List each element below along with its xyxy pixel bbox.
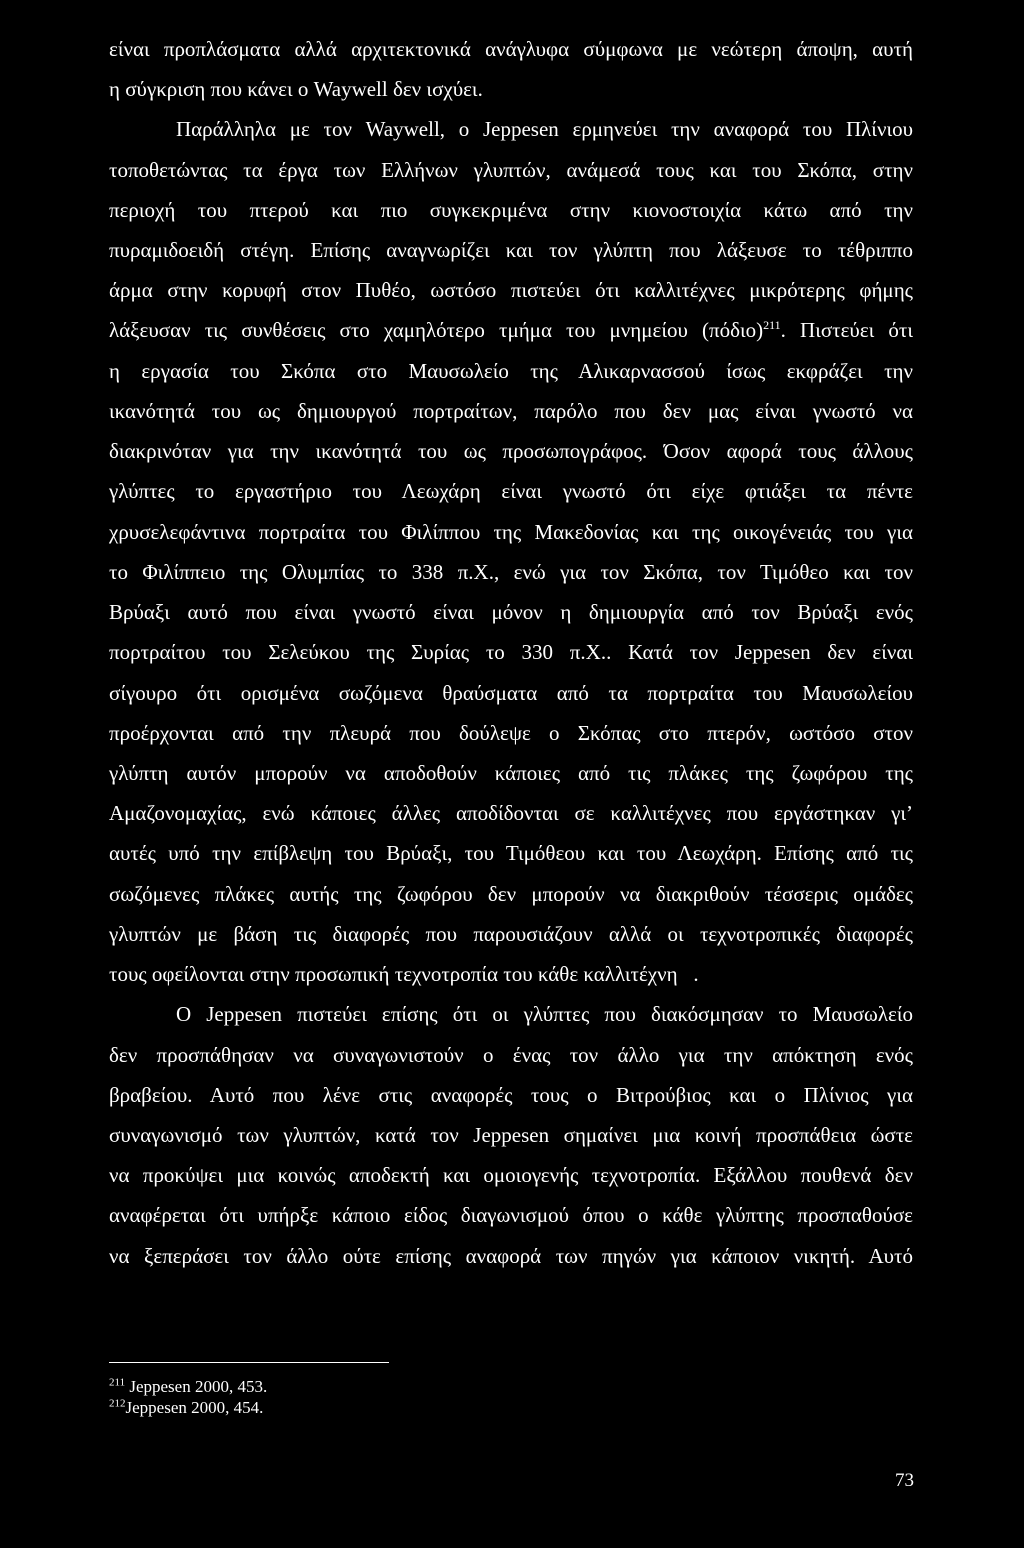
- text-line: γλυπτών με βάση τις διαφορές που παρουσιάζουν αλλά οι τεχνοτροπικές διαφορές: [109, 922, 913, 946]
- text-line: άρμα στην κορυφή στον Πυθέο, ωστόσο πιστεύει ότι καλλιτέχνες μικρότερης φήμης: [109, 278, 913, 302]
- text-line: ικανότητά του ως δημιουργού πορτραίτων, παρόλο που δεν μας είναι γνωστό να: [109, 399, 913, 423]
- text-line: συναγωνισμό των γλυπτών, κατά τον Jeppesen σημαίνει μια κοινή προσπάθεια ώστε: [109, 1123, 913, 1147]
- text-line: να ξεπεράσει τον άλλο ούτε επίσης αναφορά των πηγών για κάποιον νικητή. Αυτό: [109, 1244, 913, 1268]
- text-line: σίγουρο ότι ορισμένα σωζόμενα θραύσματα από τα πορτραίτα του Μαυσωλείου: [109, 681, 913, 705]
- text-line: αναφέρεται ότι υπήρξε κάποιο είδος διαγωνισμού όπου ο κάθε γλύπτης προσπαθούσε: [109, 1203, 913, 1227]
- footnote-text: Jeppesen 2000, 454.: [125, 1398, 264, 1417]
- page-number: 73: [895, 1470, 914, 1491]
- text-line: Βρύαξι αυτό που είναι γνωστό είναι μόνον η δημιουργία από τον Βρύαξι ενός: [109, 600, 913, 624]
- footnote-number: 211: [109, 1376, 126, 1389]
- text-line: σωζόμενες πλάκες αυτής της ζωφόρου δεν μπορούν να διακριθούν τέσσερις ομάδες: [109, 882, 913, 906]
- text-line: Παράλληλα με τον Waywell, ο Jeppesen ερμηνεύει την αναφορά του Πλίνιου: [176, 117, 913, 141]
- text-line: πυραμιδοειδή στέγη. Επίσης αναγνωρίζει και τον γλύπτη που λάξευσε το τέθριππο: [109, 238, 913, 262]
- text-line: αυτές υπό την επίβλεψη του Βρύαξι, του Τιμόθεου και του Λεωχάρη. Επίσης από τις: [109, 841, 913, 865]
- text-line: δεν προσπάθησαν να συναγωνιστούν ο ένας τον άλλο για την απόκτηση ενός: [109, 1043, 913, 1067]
- footnote-212: [109, 1398, 263, 1418]
- text-line: διακρινόταν για την ικανότητά του ως προσωπογράφος. Όσον αφορά τους άλλους: [109, 439, 913, 463]
- text-line: η εργασία του Σκόπα στο Μαυσωλείο της Αλικαρνασσού ίσως εκφράζει την: [109, 359, 913, 383]
- footnote-separator: [109, 1362, 389, 1363]
- footnote-ref-211: 211: [763, 318, 781, 332]
- text-line: Ο Jeppesen πιστεύει επίσης ότι οι γλύπτες που διακόσμησαν το Μαυσωλείο: [176, 1002, 913, 1026]
- text-segment: λάξευσαν τις συνθέσεις στο χαμηλότερο τμήμα του μνημείου (πόδιο): [109, 318, 764, 342]
- text-line: γλύπτη αυτόν μπορούν να αποδοθούν κάποιες από τις πλάκες της ζωφόρου της: [109, 761, 913, 785]
- text-line: το Φιλίππειο της Ολυμπίας το 338 π.Χ., ενώ για τον Σκόπα, τον Τιμόθεο και τον: [109, 560, 913, 584]
- text-line: προέρχονται από την πλευρά που δούλεψε ο Σκόπας στο πτερόν, ωστόσο στον: [109, 721, 913, 745]
- text-line: γλύπτες το εργαστήριο του Λεωχάρη είναι γνωστό ότι είχε φτιάξει τα πέντε: [109, 479, 913, 503]
- text-line: χρυσελεφάντινα πορτραίτα του Φιλίππου της Μακεδονίας και της οικογένειάς του για: [109, 520, 913, 544]
- text-line: τους οφείλονται στην προσωπική τεχνοτροπία του κάθε καλλιτέχνη .: [109, 962, 699, 986]
- text-line: βραβείου. Αυτό που λένε στις αναφορές τους ο Βιτρούβιος και ο Πλίνιος για: [109, 1083, 913, 1107]
- text-line: η σύγκριση που κάνει ο Waywell δεν ισχύει.: [109, 77, 483, 101]
- footnote-211: [109, 1377, 267, 1397]
- text-line: Αμαζονομαχίας, ενώ κάποιες άλλες αποδίδονται σε καλλιτέχνες που εργάστηκαν γι’: [109, 801, 913, 825]
- footnote-text: Jeppesen 2000, 453.: [125, 1377, 268, 1396]
- text-line: πορτραίτου του Σελεύκου της Συρίας το 330 π.Χ.. Κατά τον Jeppesen δεν είναι: [109, 640, 913, 664]
- text-line: είναι προπλάσματα αλλά αρχιτεκτονικά ανάγλυφα σύμφωνα με νεώτερη άποψη, αυτή: [109, 37, 913, 61]
- footnote-number: 212: [109, 1397, 126, 1410]
- text-segment: . Πιστεύει ότι: [780, 318, 913, 342]
- text-line: να προκύψει μια κοινώς αποδεκτή και ομοιογενής τεχνοτροπία. Εξάλλου πουθενά δεν: [109, 1163, 913, 1187]
- text-line: τοποθετώντας τα έργα των Ελλήνων γλυπτών, ανάμεσά τους και του Σκόπα, στην: [109, 158, 913, 182]
- text-line-with-footnote-ref: [109, 317, 913, 343]
- text-line: περιοχή του πτερού και πιο συγκεκριμένα στην κιονοστοιχία κάτω από την: [109, 198, 913, 222]
